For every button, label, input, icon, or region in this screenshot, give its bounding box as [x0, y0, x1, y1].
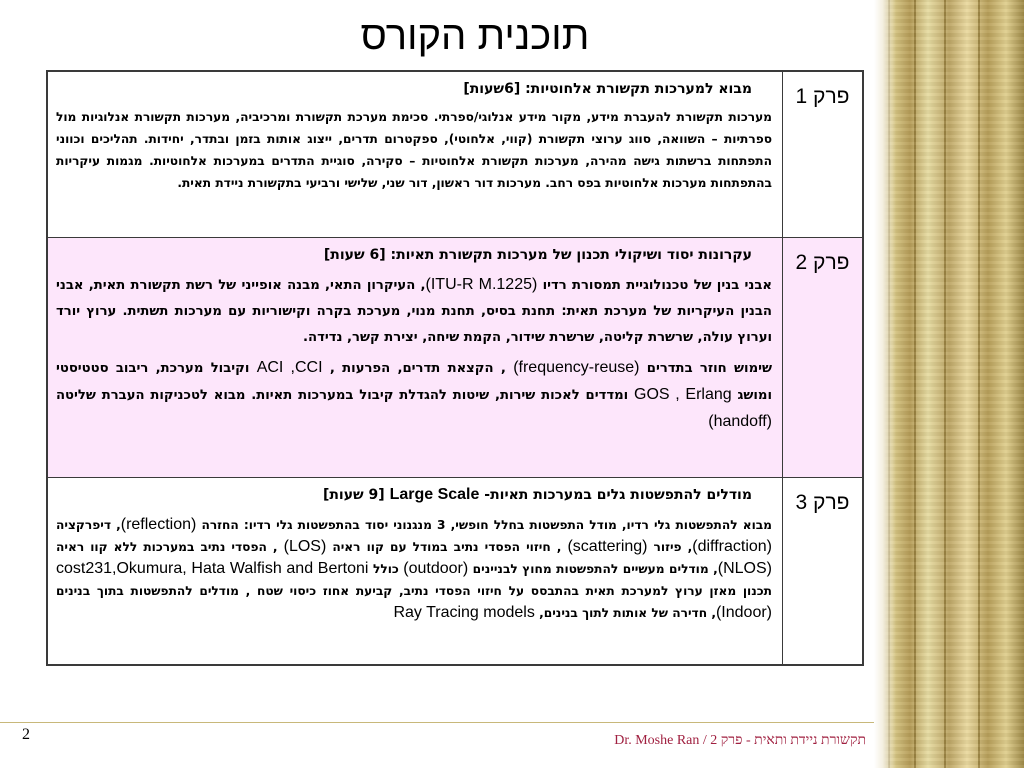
chapter-body-2 [56, 355, 772, 436]
text-run: , העיקרון התאי, מבנה אופייני של רשת תקשורת תאית, אבני הבנין העיקריות של מערכת תאית: תחנת בסיס, תחנת מנוי, מערכת בקרה וקישוריות עם מערכות תשתית. ערוץ יורד וערוץ עולה, שרשרת קליטה, שרשרת שידור, הקמת שיחה, יצירת קשר, נדידה. [56, 278, 772, 345]
chapter-row-2 [48, 238, 862, 478]
term: ACI ,CCI [256, 359, 323, 376]
chapter-label: פרק 1 [782, 72, 862, 237]
text-run: ומדדים לאכות שירות, שיטות להגדלת קיבול במערכות תאיות. מבוא לטכניקות העברת שליטה [56, 388, 635, 403]
text-run: , דיפרקציה [56, 518, 121, 532]
stripe-edge [874, 0, 896, 768]
page-number: 2 [22, 726, 30, 743]
term: (handoff) [708, 413, 772, 430]
text-run: , מודלים מעשיים להתפשטות מחוץ לבניינים [468, 562, 718, 576]
term: GOS , Erlang [634, 386, 732, 403]
term: (diffraction) [692, 538, 772, 555]
text-run: , פיזור [647, 540, 693, 554]
slide-title: תוכנית הקורס [360, 14, 590, 58]
term: (NLOS) [717, 560, 772, 577]
term: (scattering) [567, 538, 648, 555]
text-run: מבוא להתפשטות גלי רדיו, מודל התפשטות בחלל חופשי, 3 מנגנוני יסוד בהתפשטות גלי רדיו: החזרה [196, 518, 773, 532]
gold-stripe-frame [874, 0, 1024, 768]
chapter-heading [56, 484, 772, 506]
chapter-label: פרק 3 [782, 478, 862, 664]
text-run: [9 שעות] [322, 487, 390, 503]
chapter-body [56, 514, 772, 624]
chapter-body [56, 272, 772, 351]
footer-credit: Dr. Moshe Ran / תקשורת ניידת ותאית - פרק 2 [614, 733, 866, 748]
chapter-heading: עקרונות יסוד ושיקולי תכנון של מערכות תקשורת תאיות: [6 שעות] [323, 247, 752, 263]
text-run: , חדירה של אותות לתוך בנינים, [534, 606, 716, 620]
term: (reflection) [120, 516, 197, 533]
chapter-content [48, 478, 782, 664]
text-run: וקיבול מערכת, ריבוב סטטיסטי ומושג [56, 361, 772, 403]
text-run: שימוש חוזר בתדרים [639, 361, 772, 376]
term: Ray Tracing models [393, 604, 535, 621]
standard-ref: (ITU-R M.1225) [425, 276, 538, 293]
course-syllabus-table [46, 70, 864, 666]
term: Large Scale [389, 486, 480, 503]
chapter-content [48, 72, 782, 237]
term: (LOS) [283, 538, 327, 555]
term: (frequency-reuse) [513, 359, 640, 376]
term: cost231,Okumura, Hata Walfish and Bertoni [56, 560, 369, 577]
text-run: כולל [368, 562, 404, 576]
term: (outdoor) [403, 560, 469, 577]
text-run: מודלים להתפשטות גלים במערכות תאיות- [479, 487, 752, 503]
chapter-row-1 [48, 72, 862, 238]
chapter-content [48, 238, 782, 477]
text-run: , חיזוי הפסדי נתיב במודל עם קוו ראיה [326, 540, 568, 554]
chapter-body: מערכות תקשורת להעברת מידע, מקור מידע אנלוגי/ספרתי. סכימת מערכת תקשורת ומרכיביה, מערכות תקשורת אנלוגיות מול ספרתיות – השוואה, סווג ערוצי תקשורת (קווי, אלחוטי), ספקטרום תדרים, ייצוג אותות בזמן ובתדר, יחידות. תהליכים וכווני התפתחות ברשתות גישה מהירה, מערכות תקשורת אלחוטיות – סקירה, סוגיית התדרים במערכות אלחוטיות. מגמות עיקריות בהתפתחות מערכות אלחוטיות בפס רחב. מערכות דור ראשון, דור שני, שלישי ורביעי בתקשורת ניידת תאית. [56, 110, 772, 190]
chapter-heading: מבוא למערכות תקשורת אלחוטיות: [6שעות] [463, 81, 752, 97]
chapter-row-3 [48, 478, 862, 664]
chapter-label: פרק 2 [782, 238, 862, 477]
stripe-texture [874, 0, 1024, 768]
text-run: תכנון מאזן ערוץ למערכת תאית בהתבסס על חיזוי הפסדי נתיב, קביעת אחוז כיסוי שטח , מודלים להתפשטות בתוך בנינים [56, 584, 772, 598]
text-run: אבני בנין של טכנולוגיית תמסורת רדיו [537, 278, 772, 293]
text-run: , הפסדי נתיב במערכות ללא קוו ראיה [56, 540, 284, 554]
bottom-divider [0, 722, 874, 723]
text-run: , הקצאת תדרים, הפרעות , [322, 361, 514, 376]
term: (Indoor) [715, 604, 772, 621]
